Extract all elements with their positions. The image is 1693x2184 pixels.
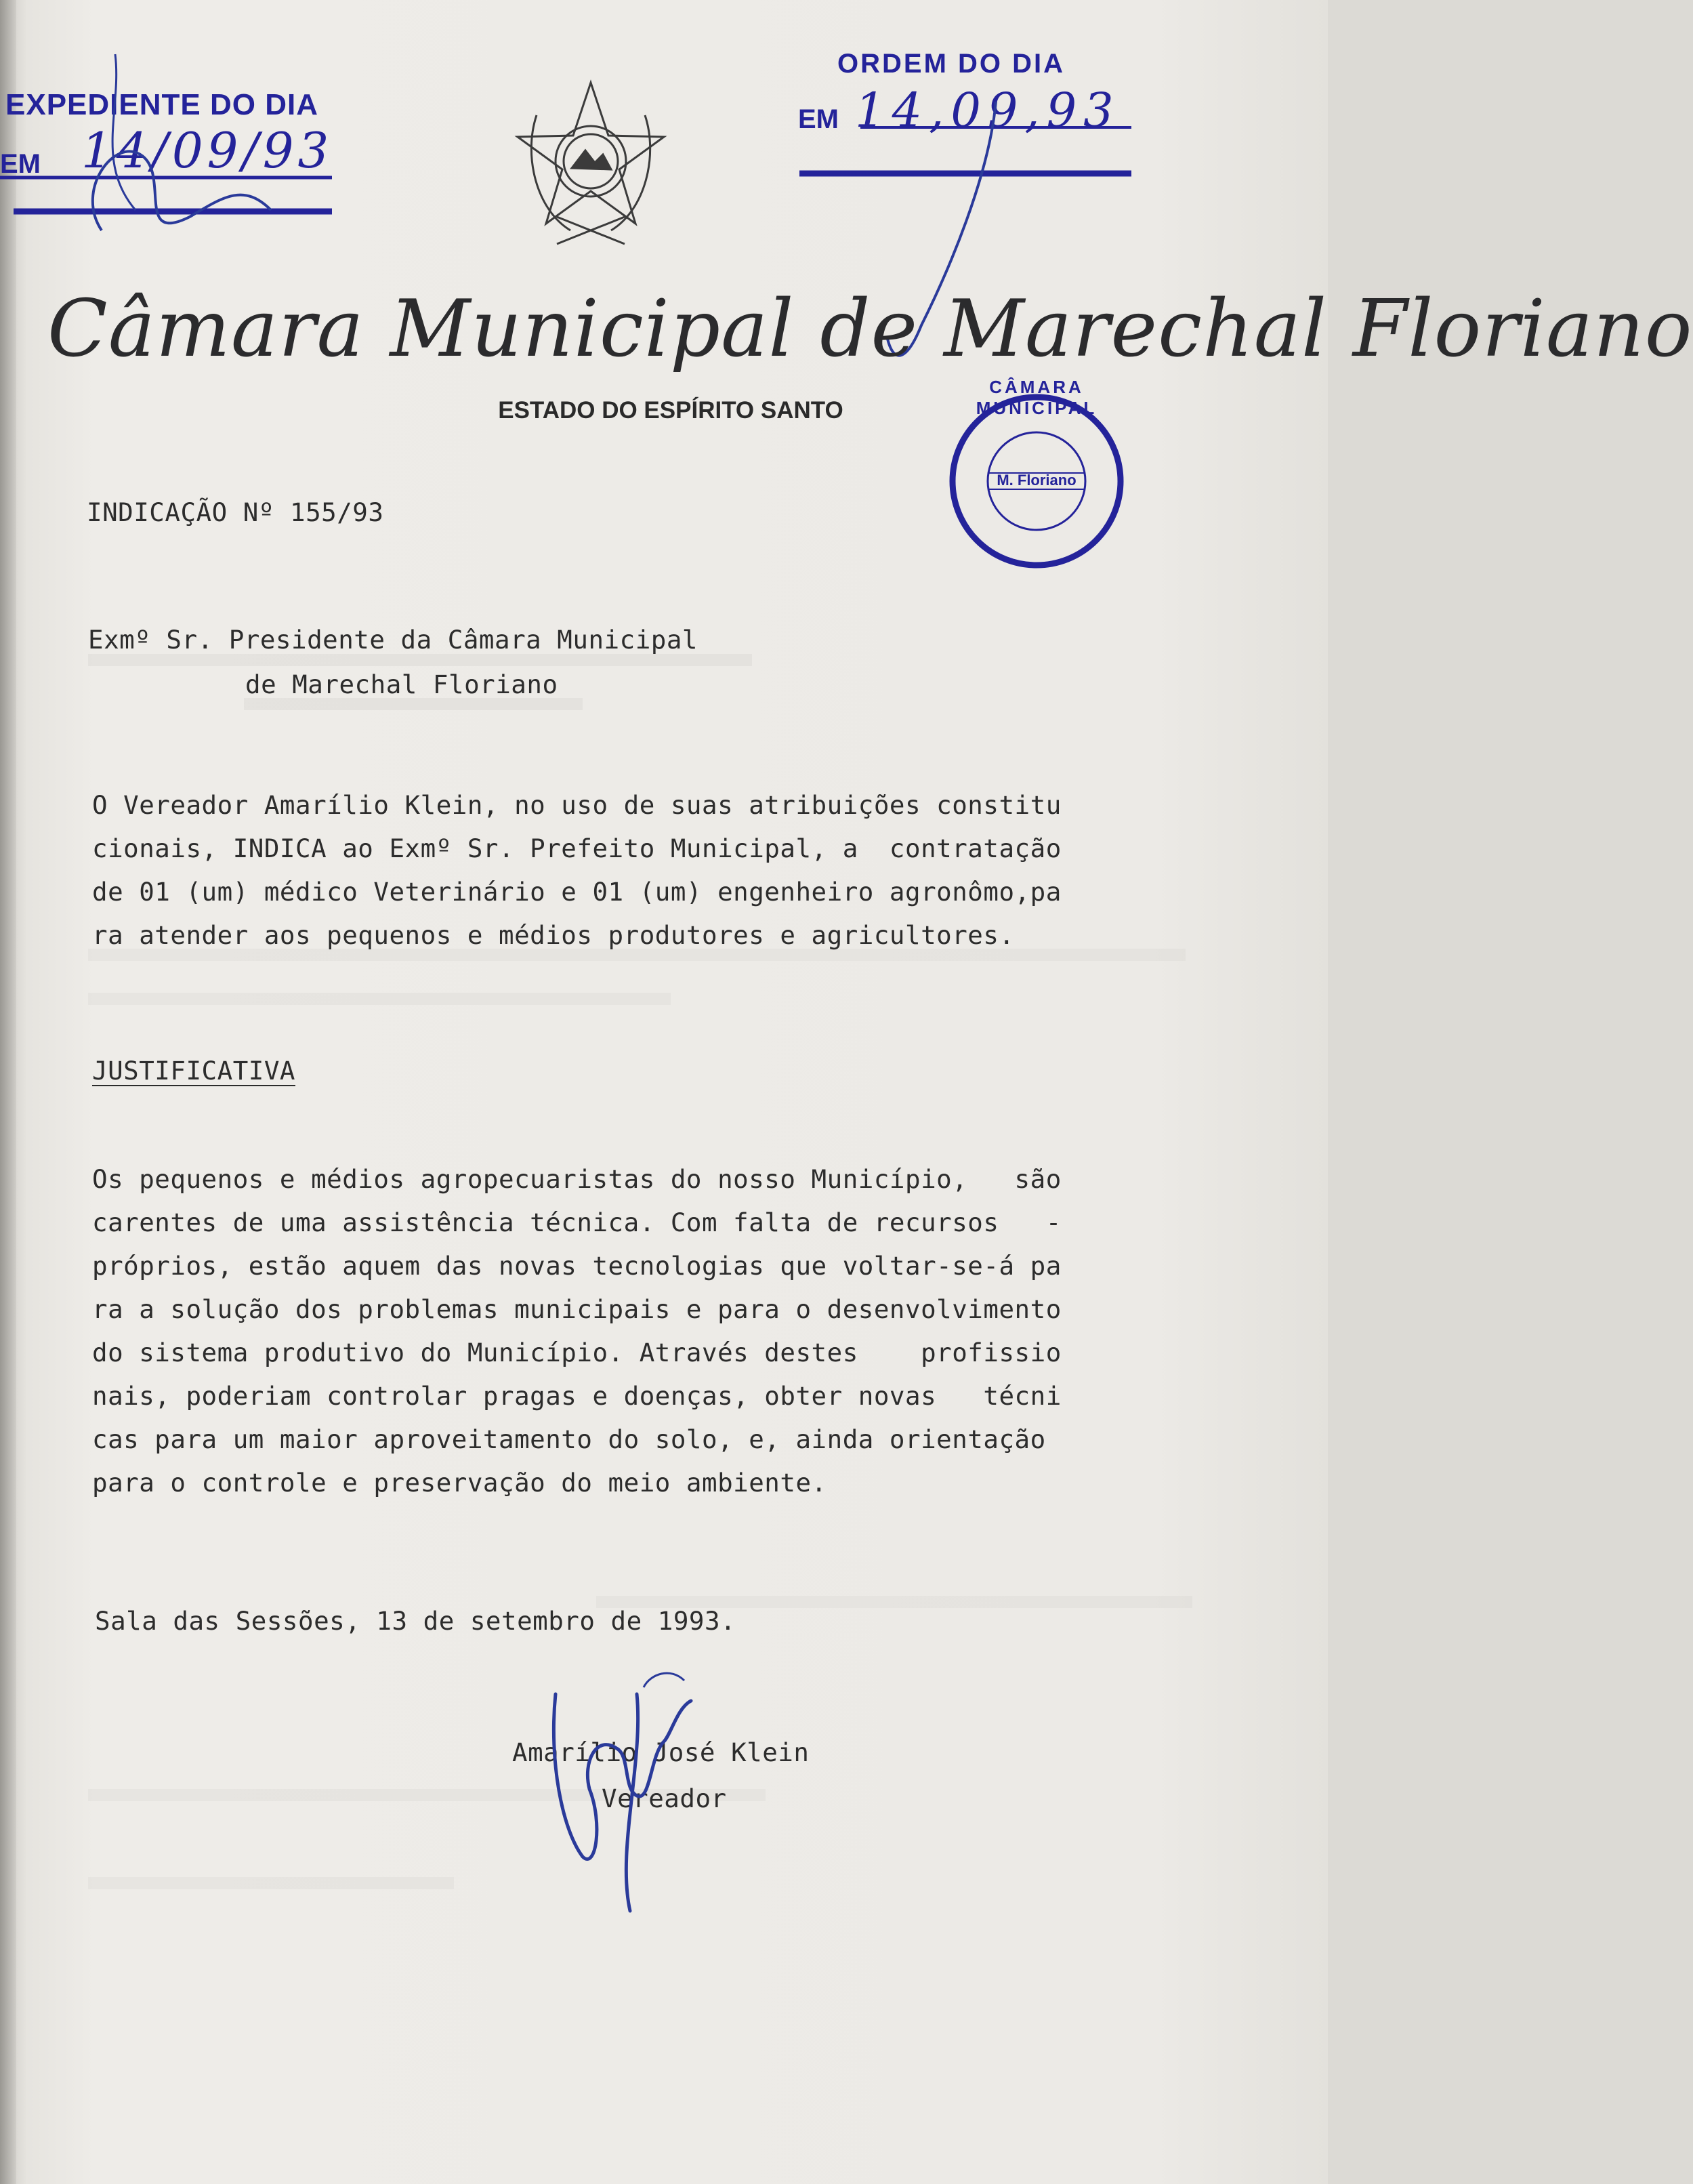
signatory-role: Vereador bbox=[602, 1784, 727, 1813]
handwritten-signature bbox=[542, 1653, 718, 1911]
justification-line: ra a solução dos problemas municipais e para o desenvolvimento bbox=[92, 1294, 1062, 1324]
seal-ring-text: CÂMARA MUNICIPAL bbox=[976, 377, 1098, 418]
justification-line: Os pequenos e médios agropecuaristas do nosso Município, são bbox=[92, 1164, 1062, 1194]
stamp-expediente-date: 14/09/93 bbox=[81, 122, 333, 179]
intro-line: O Vereador Amarílio Klein, no uso de suas atribuições constitu bbox=[92, 790, 1062, 820]
document-number: INDICAÇÃO Nº 155/93 bbox=[87, 497, 384, 527]
stamp-ordem-em: EM bbox=[798, 104, 839, 134]
stamp-expediente-lines bbox=[0, 81, 339, 257]
coat-of-arms-icon bbox=[509, 75, 672, 251]
signatory-name: Amarílio José Klein bbox=[512, 1737, 810, 1767]
chamber-title: Câmara Municipal de Marechal Floriano bbox=[47, 283, 1693, 375]
stamp-ordem-date: 14,09,93 bbox=[855, 83, 1121, 138]
seal-center-text: M. Floriano bbox=[997, 472, 1077, 489]
salutation-line-1: Exmº Sr. Presidente da Câmara Municipal bbox=[88, 625, 698, 655]
place-date: Sala das Sessões, 13 de setembro de 1993. bbox=[95, 1606, 736, 1636]
stamp-expediente-em: EM bbox=[0, 149, 41, 179]
stamp-expediente-label: EXPEDIENTE DO DIA bbox=[5, 88, 318, 121]
justification-line: nais, poderiam controlar pragas e doenças, obter novas técni bbox=[92, 1381, 1062, 1411]
justification-line: carentes de uma assistência técnica. Com falta de recursos - bbox=[92, 1208, 1062, 1237]
intro-line: de 01 (um) médico Veterinário e 01 (um) engenheiro agronômo,pa bbox=[92, 877, 1062, 907]
justification-line: para o controle e preservação do meio ambiente. bbox=[92, 1468, 827, 1498]
state-name: ESTADO DO ESPÍRITO SANTO bbox=[498, 397, 843, 424]
justification-line: do sistema produtivo do Município. Através destes profissio bbox=[92, 1338, 1062, 1367]
justification-heading: JUSTIFICATIVA bbox=[92, 1056, 295, 1086]
intro-line: cionais, INDICA ao Exmº Sr. Prefeito Municipal, a contratação bbox=[92, 833, 1062, 863]
binder-edge bbox=[0, 0, 16, 2184]
chamber-seal bbox=[942, 377, 1131, 576]
intro-line: ra atender aos pequenos e médios produtores e agricultores. bbox=[92, 920, 1015, 950]
stamp-ordem-label: ORDEM DO DIA bbox=[837, 49, 1065, 79]
salutation-line-2: de Marechal Floriano bbox=[245, 669, 558, 699]
stamp-expediente bbox=[0, 81, 339, 257]
justification-line: cas para um maior aproveitamento do solo, e, ainda orientação bbox=[92, 1424, 1046, 1454]
justification-line: próprios, estão aquem das novas tecnologias que voltar-se-á pa bbox=[92, 1251, 1062, 1281]
